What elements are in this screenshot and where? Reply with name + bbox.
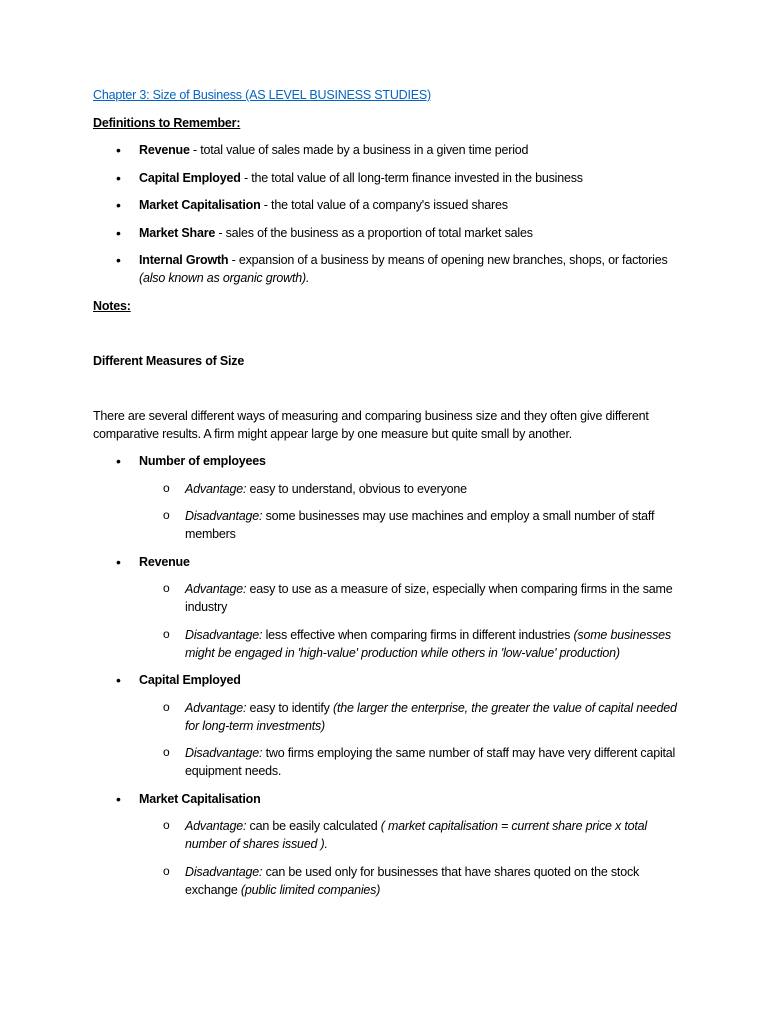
advantage-item bbox=[139, 580, 685, 616]
definition-text: - the total value of all long-term finance invested in the business bbox=[240, 170, 583, 185]
advantage-label: Advantage: bbox=[185, 582, 247, 596]
definition-text: - sales of the business as a proportion of total market sales bbox=[215, 225, 533, 240]
definition-item bbox=[93, 141, 685, 159]
disadvantage-label: Disadvantage: bbox=[185, 627, 263, 642]
definition-term: Market Share bbox=[139, 225, 216, 240]
disadvantage-item bbox=[139, 863, 685, 899]
measure-item bbox=[93, 553, 685, 662]
advantage-text: easy to use as a measure of size, especially when comparing firms in the same industry bbox=[185, 582, 673, 614]
advantage-label: Advantage: bbox=[185, 481, 247, 496]
disadvantage-text: less effective when comparing firms in different industries bbox=[262, 627, 574, 642]
blank-line bbox=[93, 324, 685, 352]
advantage-note: ( market capitalisation = current share price x total number of shares issued ). bbox=[185, 819, 647, 851]
definition-item bbox=[93, 251, 685, 287]
measure-points bbox=[139, 817, 685, 899]
definition-term: Market Capitalisation bbox=[139, 198, 261, 212]
definition-term: Internal Growth bbox=[139, 253, 229, 267]
measures-list bbox=[93, 452, 685, 899]
blank-line bbox=[93, 379, 685, 407]
definition-note: (also known as organic growth). bbox=[139, 271, 310, 285]
definition-text: - the total value of a company's issued shares bbox=[260, 198, 508, 212]
disadvantage-item bbox=[139, 744, 685, 780]
advantage-item bbox=[139, 480, 685, 498]
advantage-text: can be easily calculated bbox=[246, 819, 381, 833]
disadvantage-text: some businesses may use machines and employ a small number of staff members bbox=[185, 509, 655, 541]
definition-item bbox=[93, 224, 685, 242]
advantage-text: easy to understand, obvious to everyone bbox=[246, 481, 467, 496]
disadvantage-item bbox=[139, 507, 685, 543]
disadvantage-text: can be used only for businesses that have shares quoted on the stock exchange bbox=[185, 864, 640, 897]
measure-points bbox=[139, 480, 685, 544]
disadvantage-label: Disadvantage: bbox=[185, 864, 263, 879]
disadvantage-text: two firms employing the same number of staff may have very different capital equipment needs. bbox=[185, 746, 676, 778]
measure-points bbox=[139, 699, 685, 781]
definitions-heading: Definitions to Remember: bbox=[93, 115, 241, 130]
intro-paragraph: There are several different ways of measuring and comparing business size and they often give different comparative results. A firm might appear large by one measure but quite small by another. bbox=[93, 408, 649, 441]
advantage-item bbox=[139, 699, 685, 735]
measure-points bbox=[139, 580, 685, 662]
section-heading: Different Measures of Size bbox=[93, 353, 245, 368]
measure-name: Market Capitalisation bbox=[139, 791, 261, 806]
definition-term: Revenue bbox=[139, 143, 190, 157]
advantage-text: easy to identify bbox=[246, 700, 333, 715]
measure-item bbox=[93, 790, 685, 899]
definition-text: - total value of sales made by a business in a given time period bbox=[189, 143, 529, 157]
definition-item bbox=[93, 169, 685, 187]
definitions-list bbox=[93, 141, 685, 287]
disadvantage-label: Disadvantage: bbox=[185, 746, 263, 760]
disadvantage-item bbox=[139, 626, 685, 662]
disadvantage-label: Disadvantage: bbox=[185, 509, 263, 523]
notes-heading: Notes: bbox=[93, 298, 131, 313]
document-body bbox=[93, 86, 685, 908]
measure-item bbox=[93, 671, 685, 780]
chapter-title-link[interactable]: Chapter 3: Size of Business (AS LEVEL BUSINESS STUDIES) bbox=[93, 88, 431, 102]
advantage-label: Advantage: bbox=[185, 700, 247, 715]
disadvantage-note: (public limited companies) bbox=[240, 882, 381, 897]
definition-item bbox=[93, 196, 685, 214]
definition-text: - expansion of a business by means of opening new branches, shops, or factories bbox=[228, 253, 668, 267]
advantage-label: Advantage: bbox=[185, 819, 247, 833]
measure-name: Capital Employed bbox=[139, 673, 241, 687]
measure-item bbox=[93, 452, 685, 543]
advantage-note: (the larger the enterprise, the greater the value of capital needed for long-term investments) bbox=[185, 700, 677, 733]
measure-name: Revenue bbox=[139, 554, 190, 569]
measure-name: Number of employees bbox=[139, 454, 266, 468]
advantage-item bbox=[139, 817, 685, 853]
definition-term: Capital Employed bbox=[139, 170, 241, 185]
disadvantage-note: (some businesses might be engaged in 'high-value' production while others in 'low-value' production) bbox=[185, 627, 671, 660]
